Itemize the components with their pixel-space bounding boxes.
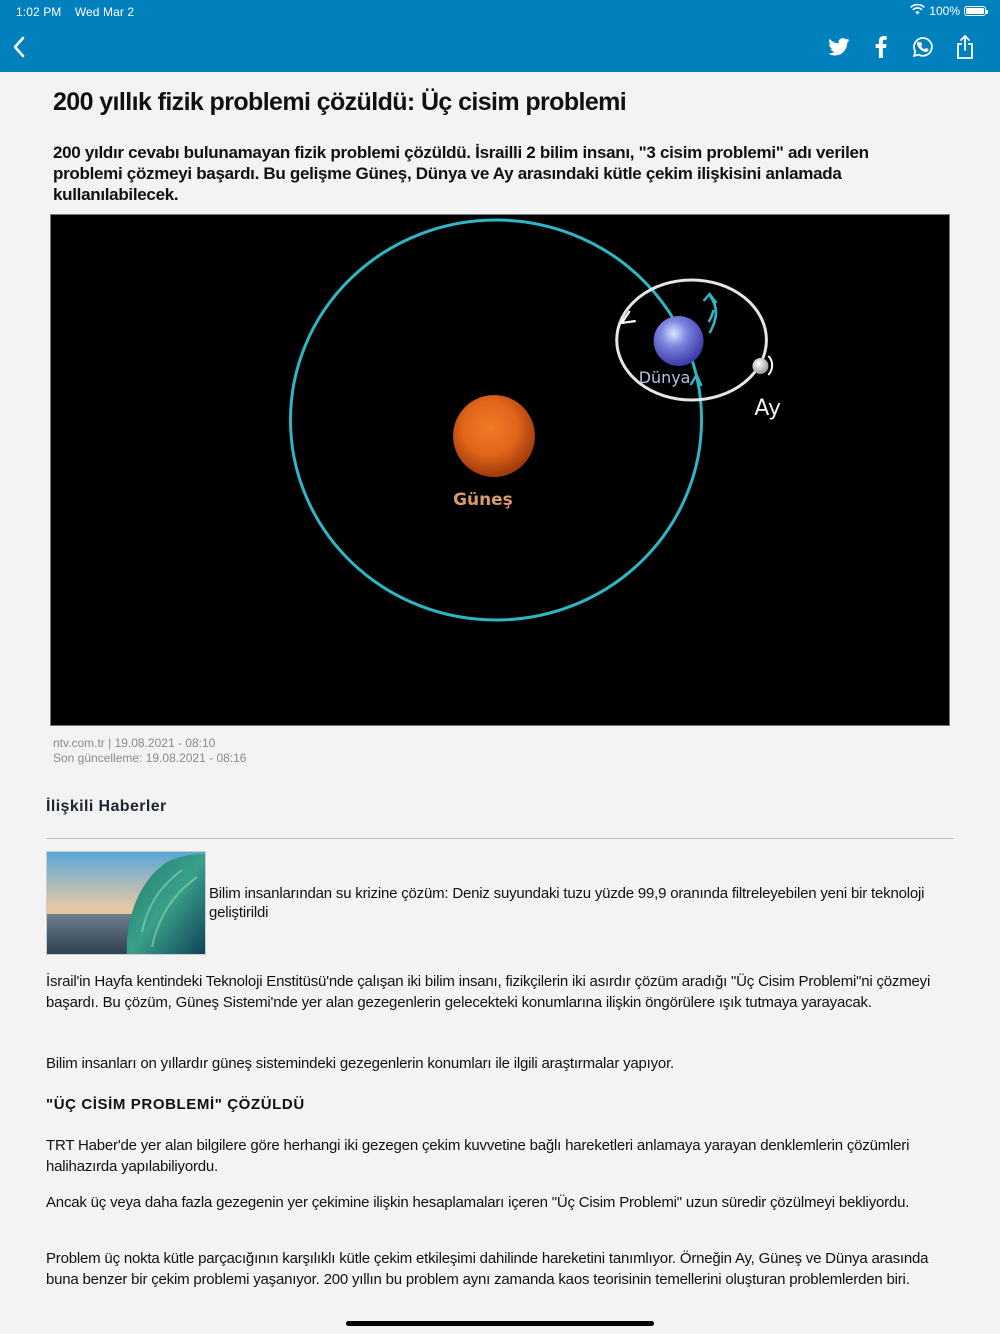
earth-label: Dünya	[638, 367, 691, 388]
article-paragraph-5: Problem üç nokta kütle parçacığının karşılıklı kütle çekim etkileşimi dahilinde hareketini tanımlıyor. Örneğin Ay, Güneş ve Dünya arasında buna benzer bir çekim problemi yaşanıyor. 200 yıllın bu problem aynı zamanda kaos teorisinin temellerini oluşturan problemlerden biri.	[46, 1250, 929, 1288]
divider	[46, 838, 954, 839]
wifi-icon	[910, 4, 925, 18]
source-line: ntv.com.tr | 19.08.2021 - 08:10	[53, 736, 216, 750]
share-toolbar	[828, 36, 976, 58]
battery-icon	[964, 6, 986, 16]
moon	[752, 358, 768, 374]
status-bar-right	[910, 4, 986, 18]
status-bar-left	[16, 5, 134, 19]
article-paragraph-3: TRT Haber'de yer alan bilgilere göre herhangi iki gezegen çekim kuvvetine bağlı hareketleri anlamaya yarayan denklemlerin çözümleri halihazırda yapılabiliyordu.	[46, 1137, 910, 1175]
facebook-share-button[interactable]	[870, 36, 892, 58]
status-date: Wed Mar 2	[74, 5, 135, 19]
sun	[453, 395, 535, 477]
three-body-diagram	[51, 215, 949, 725]
moon-label: Ay	[754, 395, 781, 422]
updated-line: Son güncelleme: 19.08.2021 - 08:16	[53, 751, 247, 765]
article-paragraph-4: Ancak üç veya daha fazla gezegenin yer çekimine ilişkin hesaplamaları içeren "Üç Cisim Problemi" uzun süredir çözülmeyi bekliyordu.	[46, 1194, 910, 1211]
article-summary: 200 yıldır cevabı bulunamayan fizik problemi çözüldü. İsrailli 2 bilim insanı, "3 cisim problemi" adı verilen problemi çözmeyi başardı. Bu gelişme Güneş, Dünya ve Ay arasındaki kütle çekim ilişkisini anlamada kullanılabilecek.	[53, 143, 869, 204]
twitter-share-button[interactable]	[828, 36, 850, 58]
battery-percent: 100%	[929, 4, 960, 18]
related-news-item[interactable]	[46, 851, 946, 955]
related-news-thumbnail	[46, 851, 206, 955]
article-subheading: "ÜÇ CİSİM PROBLEMİ" ÇÖZÜLDÜ	[46, 1096, 305, 1113]
whatsapp-share-button[interactable]	[912, 36, 934, 58]
sun-label: Güneş	[453, 489, 513, 511]
chevron-left-icon	[10, 34, 30, 60]
share-icon	[956, 35, 974, 59]
share-button[interactable]	[954, 36, 976, 58]
article-paragraph-2: Bilim insanları on yıllardır güneş sistemindeki gezegenlerin konumları ile ilgili araştırmalar yapıyor.	[46, 1055, 675, 1072]
earth-rotation-arrow	[709, 310, 714, 322]
facebook-icon	[874, 36, 888, 58]
home-indicator[interactable]	[346, 1321, 654, 1326]
twitter-icon	[828, 38, 850, 56]
article-source	[53, 736, 246, 766]
article-paragraph-1: İsrail'in Hayfa kentindeki Teknoloji Enstitüsü'nde çalışan iki bilim insanı, fizikçilerin iki asırdır çözüm aradığı "Üç Cisim Problemi"ni çözmeyi başardı. Bu çözüm, Güneş Sistemi'nde yer alan gezegenlerin gelecekteki konumlarına ilişkin öngörülere ışık tutmaya yarayacak.	[46, 973, 931, 1011]
top-navigation-bar	[0, 0, 1000, 72]
back-button[interactable]	[10, 34, 30, 60]
article-hero-image	[50, 214, 950, 726]
status-time: 1:02 PM	[16, 5, 62, 19]
article-title: 200 yıllık fizik problemi çözüldü: Üç cisim problemi	[53, 88, 627, 116]
whatsapp-icon	[912, 36, 934, 58]
wave-image	[47, 852, 206, 955]
related-news-title: Bilim insanlarından su krizine çözüm: Deniz suyundaki tuzu yüzde 99,9 oranında filtreleyebilen yeni bir teknoloji geliştirildi	[209, 885, 925, 921]
earth	[654, 316, 704, 366]
related-news-heading: İlişkili Haberler	[46, 798, 167, 815]
